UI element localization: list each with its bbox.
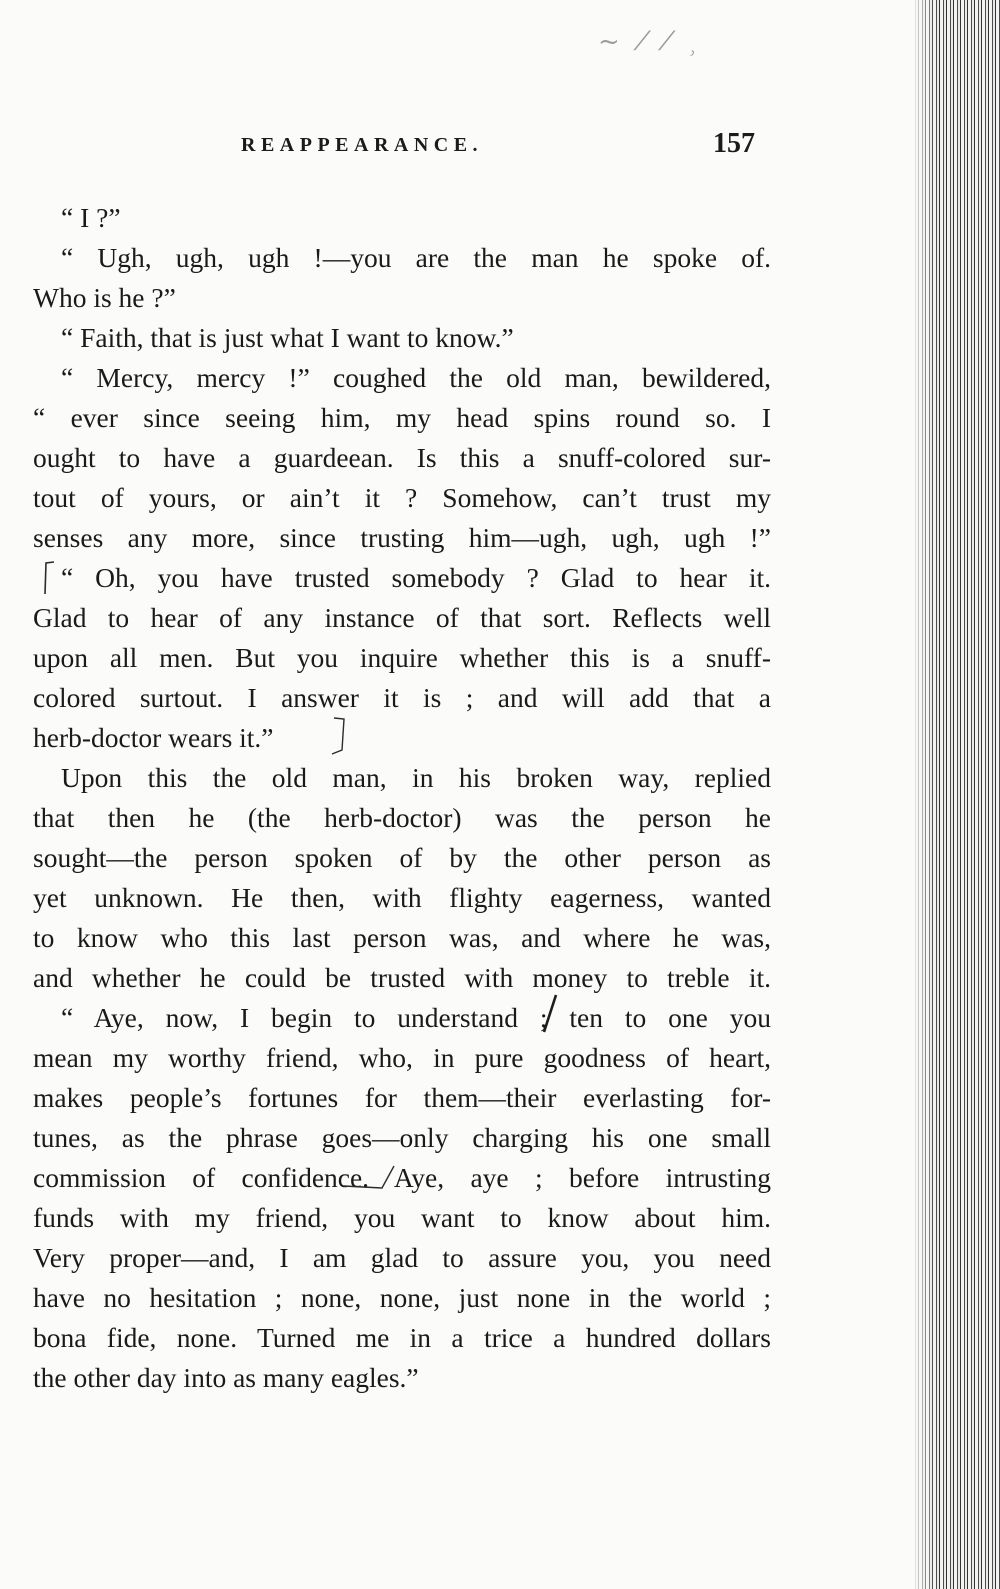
text-line: and whether he could be trusted with money to treble it. — [33, 962, 771, 993]
text-line: mean my worthy friend, who, in pure goodness of heart, — [33, 1042, 771, 1073]
text-line: tunes, as the phrase goes—only charging his one small — [33, 1122, 771, 1153]
text-line: “ Mercy, mercy !” coughed the old man, bewildered, — [61, 362, 771, 393]
text-line: “ Aye, now, I begin to understand ; ten to one you — [61, 1002, 771, 1033]
text-line: upon all men. But you inquire whether this is a snuff- — [33, 642, 771, 673]
running-head: REAPPEARANCE. — [241, 134, 484, 156]
pencil-underline-mark-icon — [342, 1160, 402, 1194]
text-line: “ Oh, you have trusted somebody ? Glad to hear it. — [61, 562, 771, 593]
text-line: Glad to hear of any instance of that sort. Reflects well — [33, 602, 771, 633]
text-line: yet unknown. He then, with flighty eagerness, wanted — [33, 882, 771, 913]
page-binding-edge — [912, 0, 1000, 1589]
pencil-bracket-open-icon — [40, 560, 58, 596]
text-line: sought—the person spoken of by the other person as — [33, 842, 771, 873]
text-line: tout of yours, or ain’t it ? Somehow, can’t trust my — [33, 482, 771, 513]
text-line: herb-doctor wears it.” — [33, 722, 274, 753]
text-line: have no hesitation ; none, none, just none in the world ; — [33, 1282, 771, 1313]
text-line: Very proper—and, I am glad to assure you, you need — [33, 1242, 771, 1273]
text-line: makes people’s fortunes for them—their everlasting for- — [33, 1082, 771, 1113]
page-number: 157 — [713, 128, 755, 159]
pencil-bracket-close-icon — [330, 716, 350, 756]
text-line: “ I ?” — [61, 202, 121, 233]
text-line: funds with my friend, you want to know about him. — [33, 1202, 771, 1233]
text-line: Who is he ?” — [33, 282, 176, 313]
text-line: ought to have a guardeean. Is this a snuff-colored sur- — [33, 442, 771, 473]
text-line: “ ever since seeing him, my head spins round so. I — [33, 402, 771, 433]
text-line: to know who this last person was, and where he was, — [33, 922, 771, 953]
text-line: the other day into as many eagles.” — [33, 1362, 419, 1393]
pencil-slash-mark-icon — [540, 992, 560, 1036]
text-line: that then he (the herb-doctor) was the person he — [33, 802, 771, 833]
text-line: “ Ugh, ugh, ugh !—you are the man he spoke of. — [61, 242, 771, 273]
handwritten-scribble-icon: ~ ⁄ ⁄ ⸒ — [598, 27, 704, 57]
text-line: colored surtout. I answer it is ; and will add that a — [33, 682, 771, 713]
text-line: commission of confidence. Aye, aye ; before intrusting — [33, 1162, 771, 1193]
text-line: “ Faith, that is just what I want to know.” — [61, 322, 514, 353]
text-line: bona fide, none. Turned me in a trice a hundred dollars — [33, 1322, 771, 1353]
text-line: senses any more, since trusting him—ugh, ugh, ugh !” — [33, 522, 771, 553]
body-text — [33, 198, 771, 1398]
text-line: Upon this the old man, in his broken way, replied — [61, 762, 771, 793]
